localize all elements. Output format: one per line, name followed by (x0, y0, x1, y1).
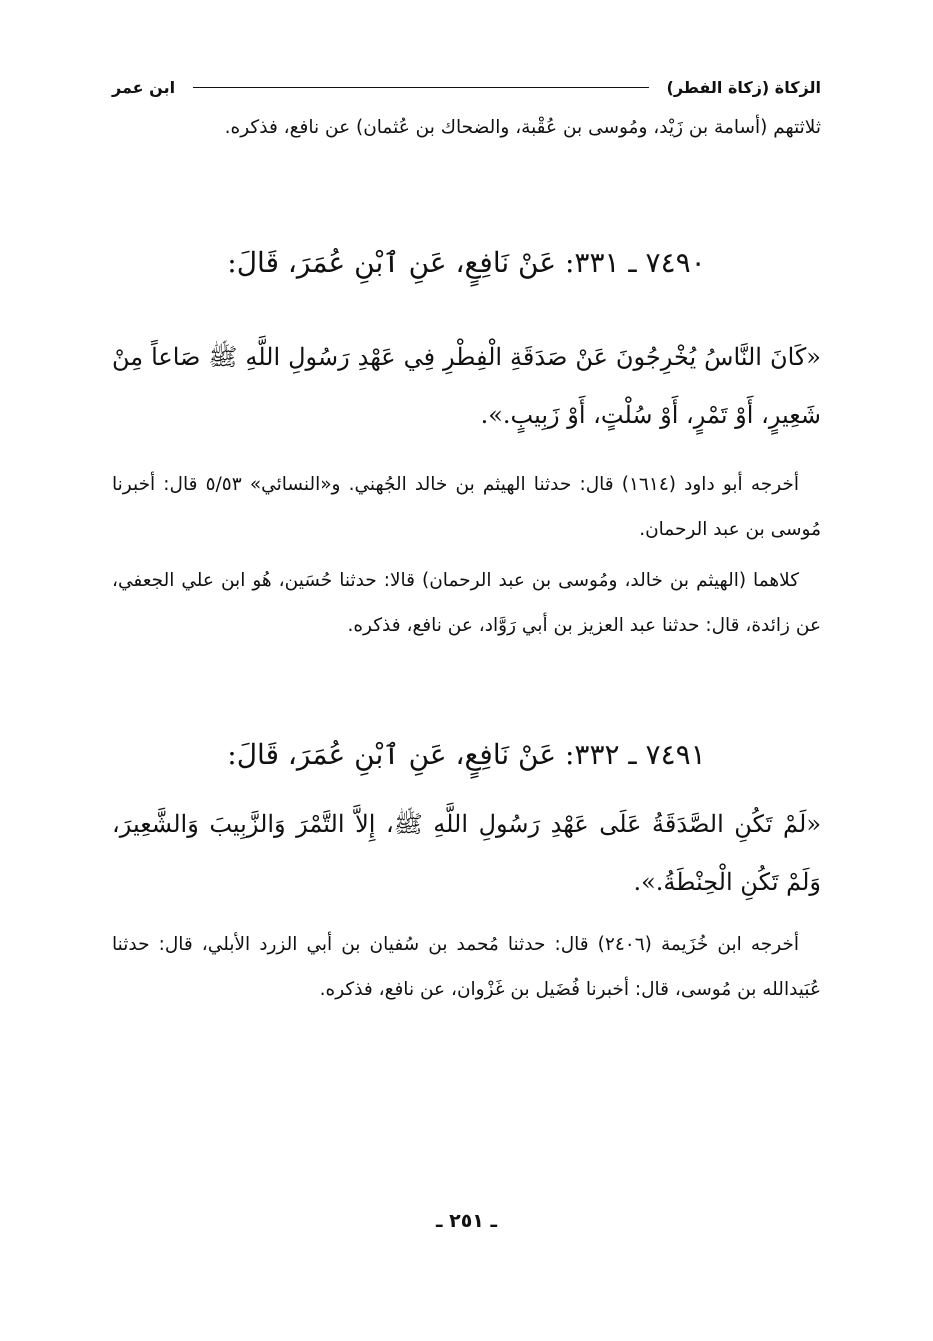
hadith-7491-text: «لَمْ تَكُنِ الصَّدَقَةُ عَلَى عَهْدِ رَسُولِ اللَّهِ ﷺ، إِلاَّ التَّمْرَ وَالزَّبِيبَ وَالشَّعِيرَ، وَلَمْ تَكُنِ الْحِنْطَةُ.». (112, 810, 822, 896)
hadith-7491-heading: ٧٤٩١ ـ ٣٣٢: عَنْ نَافِعٍ، عَنِ ٱبْنِ عُمَرَ، قَالَ: (227, 738, 706, 771)
header-chapter-title: الزكاة (زكاة الفطر) (666, 77, 821, 97)
hadith-7490-text: «كَانَ النَّاسُ يُخْرِجُونَ عَنْ صَدَقَةِ الْفِطْرِ فِي عَهْدِ رَسُولِ اللَّهِ ﷺ صَاعاً مِنْ شَعِيرٍ، أَوْ تَمْرٍ، أَوْ سُلْتٍ، أَوْ زَبِيبٍ.». (112, 343, 821, 429)
header-rule (193, 87, 648, 88)
running-header (112, 72, 821, 102)
header-narrator: ابن عمر (112, 77, 176, 97)
continuation-paragraph: ثلاثتهم (أسامة بن زَيْد، ومُوسى بن عُقْبة، والضحاك بن عُثمان) عن نافع، فذكره. (224, 117, 821, 138)
takhrij-7490-chain: كلاهما (الهيثم بن خالد، ومُوسى بن عبد الرحمان) قالا: حدثنا حُسَين، هُو ابن علي الجعفي، عن زائدة، قال: حدثنا عبد العزيز بن أبي رَوَّاد، عن نافع، فذكره. (112, 570, 821, 636)
hadith-7490-heading: ٧٤٩٠ ـ ٣٣١: عَنْ نَافِعٍ، عَنِ ٱبْنِ عُمَرَ، قَالَ: (227, 246, 706, 279)
page-number: ـ ٢٥١ ـ (435, 1210, 497, 1232)
takhrij-7491: أخرجه ابن خُزَيمة (٢٤٠٦) قال: حدثنا مُحمد بن سُفيان بن أبي الزرد الأبلي، قال: حدثنا عُبَيدالله بن مُوسى، قال: أخبرنا فُضَيل بن غَزْوان، عن نافع، فذكره. (112, 934, 821, 1000)
takhrij-7490-sources: أخرجه أبو داود (١٦١٤) قال: حدثنا الهيثم بن خالد الجُهني. و«النسائي» ٥/٥٣ قال: أخبرنا مُوسى بن عبد الرحمان. (112, 474, 821, 540)
